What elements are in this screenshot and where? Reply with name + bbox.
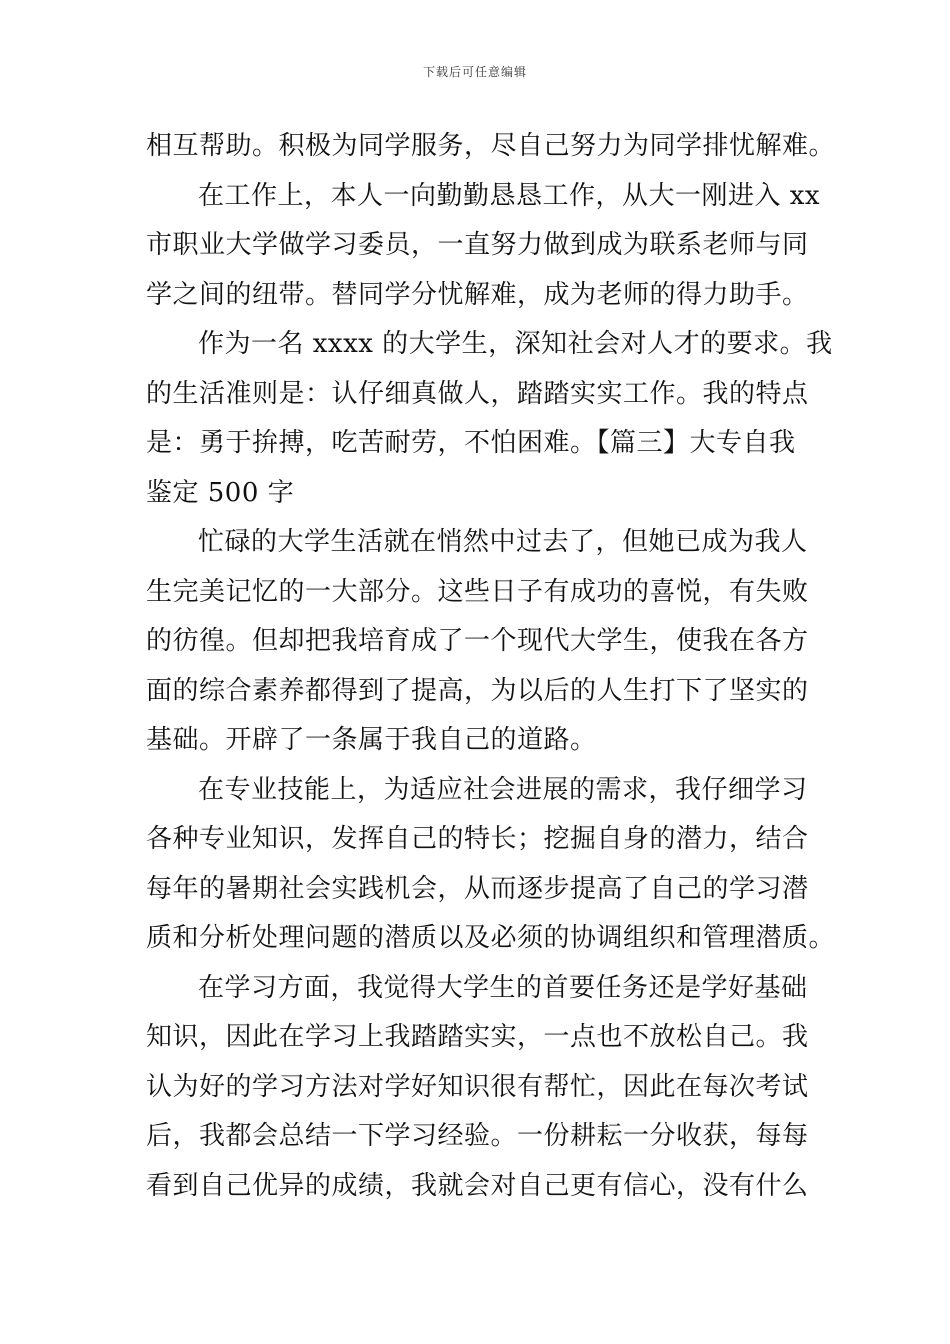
page-header: 下载后可任意编辑 <box>422 65 527 79</box>
text-line: 生完美记忆的一大部分。这些日子有成功的喜悦，有失败 <box>146 576 809 607</box>
text-line: 知识，因此在学习上我踏踏实实，一点也不放松自己。我 <box>146 1022 809 1052</box>
paragraph-start-line: 在专业技能上，为适应社会进展的需求，我仔细学习 <box>198 774 808 805</box>
text-line: 是：勇于拚搏，吃苦耐劳，不怕困难。【篇三】大专自我 <box>146 428 796 458</box>
text-line: 质和分析处理问题的潜质以及必须的协调组织和管理潜质。 <box>146 923 836 953</box>
text-line: 基础。开辟了一条属于我自己的道路。 <box>146 725 597 755</box>
text-line: 看到自己优异的成绩，我就会对自己更有信心，没有什么 <box>146 1170 809 1201</box>
paragraph-start-line: 在学习方面，我觉得大学生的首要任务还是学好基础 <box>198 972 808 1003</box>
paragraph-start-line: 忙碌的大学生活就在悄然中过去了，但她已成为我人 <box>198 527 808 557</box>
text-line: 每年的暑期社会实践机会，从而逐步提高了自己的学习潜 <box>146 873 809 904</box>
document-body <box>146 122 836 1211</box>
text-line: 后，我都会总结一下学习经验。一份耕耘一分收获，每每 <box>146 1121 809 1151</box>
paragraph-start-line: 作为一名 xxxx 的大学生，深知社会对人才的要求。我 <box>198 329 833 359</box>
text-line: 学之间的纽带。替同学分忧解难，成为老师的得力助手。 <box>146 279 809 310</box>
text-line: 相互帮助。积极为同学服务，尽自己努力为同学排忧解难。 <box>146 131 836 161</box>
text-line: 面的综合素养都得到了提高，为以后的人生打下了坚实的 <box>146 675 809 706</box>
text-line: 的彷徨。但却把我培育成了一个现代大学生，使我在各方 <box>146 626 809 656</box>
paragraph-start-line: 在工作上，本人一向勤勤恳恳工作，从大一刚进入 xx <box>198 180 821 211</box>
text-line: 鉴定 500 字 <box>146 477 295 508</box>
text-line: 各种专业知识，发挥自己的特长；挖掘自身的潜力，结合 <box>146 824 809 854</box>
text-line: 的生活准则是：认仔细真做人，踏踏实实工作。我的特点 <box>146 378 809 409</box>
text-line: 市职业大学做学习委员，一直努力做到成为联系老师与同 <box>146 230 809 260</box>
text-line: 认为好的学习方法对学好知识很有帮忙，因此在每次考试 <box>146 1071 809 1102</box>
